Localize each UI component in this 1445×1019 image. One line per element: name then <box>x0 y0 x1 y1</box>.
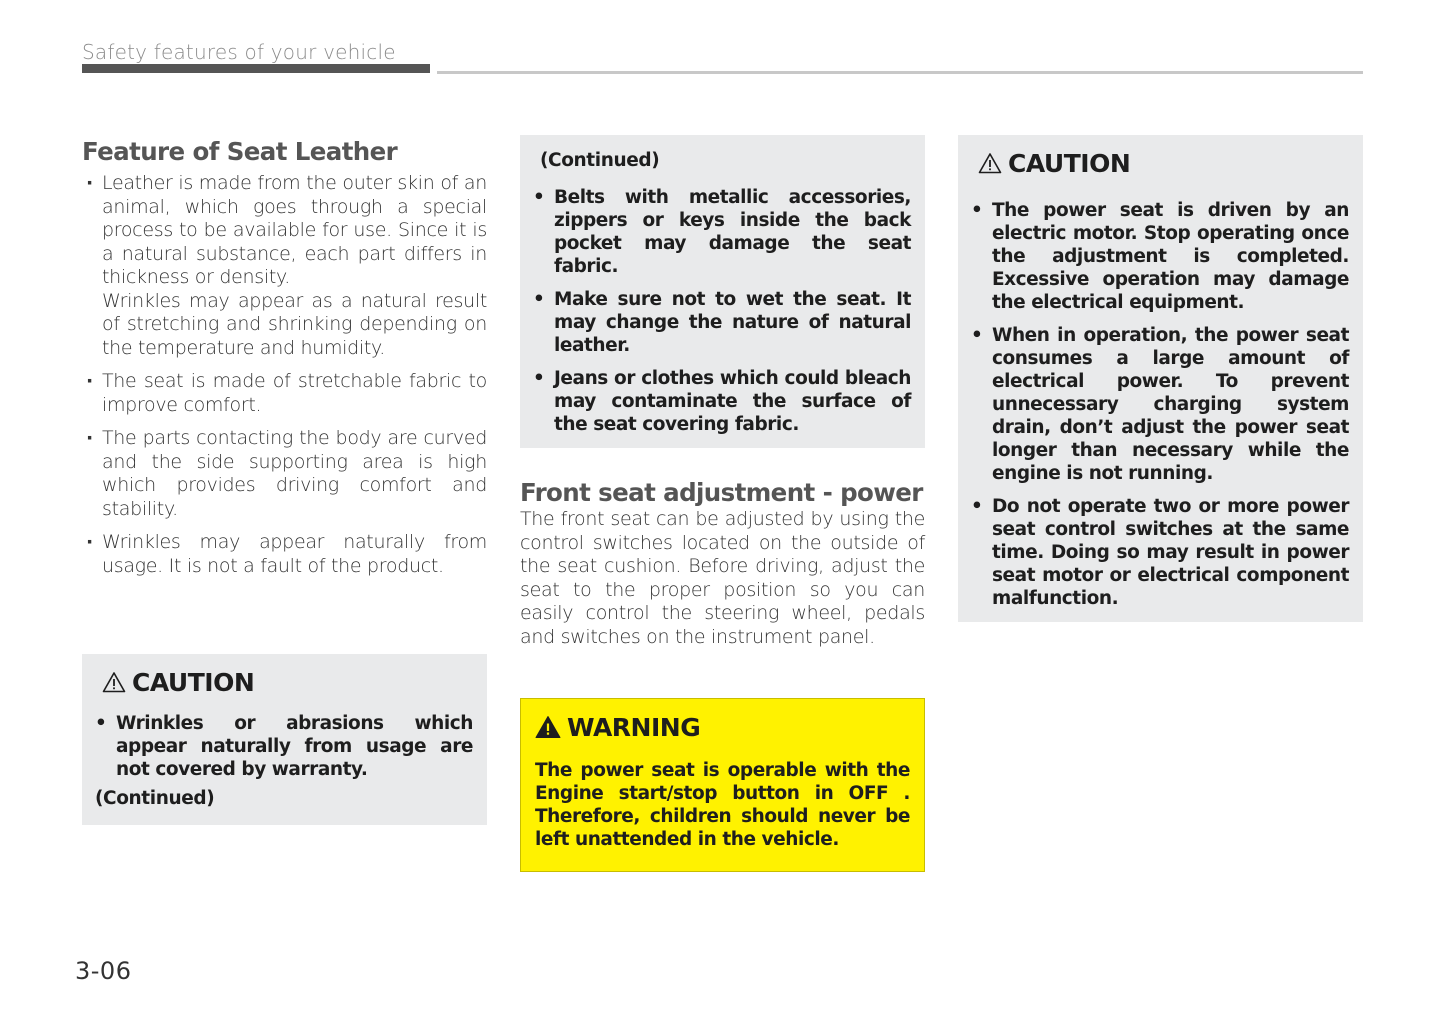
caution-label: CAUTION <box>132 667 255 697</box>
caution-box-leather <box>82 654 487 825</box>
list-item-text: Wrinkles may appear as a natural result of stretching and shrinking depending on the temperature and humidity. <box>102 289 487 359</box>
list-item: • Make sure not to wet the seat. It may change the nature of natural leather. <box>533 288 911 357</box>
warning-label: WARNING <box>567 712 701 742</box>
section-title: Front seat adjustment - power <box>520 478 923 507</box>
seat-leather-section <box>82 136 487 588</box>
leather-list <box>82 172 487 578</box>
list-item <box>82 172 487 360</box>
warning-text: The power seat is operable with the Engine start/stop button in OFF . Therefore, children should never be left unattended in the vehicle. <box>535 760 910 850</box>
caution-heading <box>971 147 1349 179</box>
caution-list <box>533 186 911 436</box>
section-header: Safety features of your vehicle <box>82 40 396 64</box>
caution-heading <box>95 666 473 698</box>
list-item: • The power seat is driven by an electric motor. Stop operating once the adjustment is completed. Excessive operation may damage the electrical equipment. <box>971 199 1349 314</box>
header-rule <box>437 71 1363 74</box>
continued-label: (Continued) <box>540 150 660 171</box>
caution-label: CAUTION <box>1008 148 1131 178</box>
front-seat-description: The front seat can be adjusted by using the control switches located on the outside of the seat cushion. Before driving, adjust the seat to the proper position so you can easily control the steering wheel, pedals and switches on the instrument panel. <box>520 508 925 648</box>
list-item <box>82 370 487 417</box>
list-item: • Jeans or clothes which could bleach may contaminate the surface of the seat covering fabric. <box>533 367 911 436</box>
page-number: 3-06 <box>75 957 132 985</box>
list-item-text: · Wrinkles may appear naturally from usage. It is not a fault of the product. <box>102 531 487 577</box>
caution-triangle-icon <box>978 152 1002 174</box>
continued-label: (Continued) <box>95 788 215 809</box>
caution-triangle-icon <box>102 671 126 693</box>
list-item: • When in operation, the power seat consumes a large amount of electrical power. To prevent unnecessary charging system drain, don’t adjust the power seat longer than necessary while the engine is not running. <box>971 324 1349 485</box>
warning-triangle-icon <box>535 715 561 739</box>
list-item: • Wrinkles or abrasions which appear naturally from usage are not covered by warranty. <box>95 712 473 781</box>
warning-heading <box>535 711 910 743</box>
caution-list <box>95 712 473 781</box>
list-item-text: · Leather is made from the outer skin of an animal, which goes through a special process to be available for use. Since it is a natural substance, each part differs in thickness or density. <box>102 172 487 288</box>
caution-list <box>971 199 1349 610</box>
warning-box <box>520 698 925 872</box>
list-item-text: · The seat is made of stretchable fabric to improve comfort. <box>102 370 487 416</box>
section-title: Feature of Seat Leather <box>82 137 398 166</box>
caution-box-continued <box>520 135 925 448</box>
list-item <box>82 531 487 578</box>
caution-box-power-seat <box>958 135 1363 622</box>
list-item: • Belts with metallic accessories, zippers or keys inside the back pocket may damage the seat fabric. <box>533 186 911 278</box>
header-bar <box>82 64 430 73</box>
list-item <box>82 427 487 521</box>
list-item-text: · The parts contacting the body are curved and the side supporting area is high which provides driving comfort and stability. <box>102 427 487 520</box>
list-item: • Do not operate two or more power seat control switches at the same time. Doing so may result in power seat motor or electrical component malfunction. <box>971 495 1349 610</box>
